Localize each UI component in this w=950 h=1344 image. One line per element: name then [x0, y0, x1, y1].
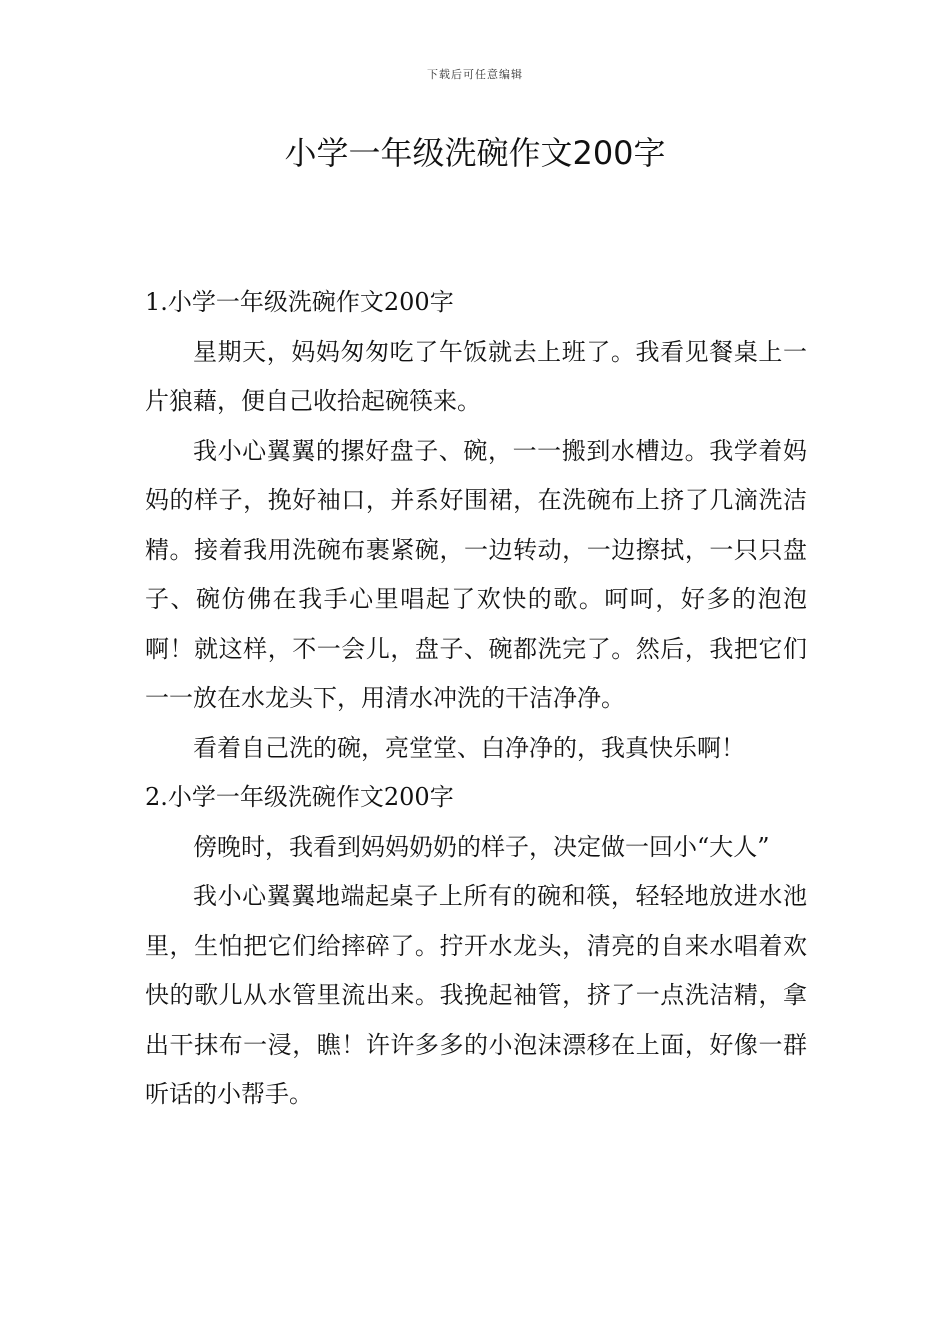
- document-title: 小学一年级洗碗作文200字: [284, 134, 666, 172]
- section-2-paragraph-1: 傍晚时，我看到妈妈奶奶的样子，决定做一回小“大人”: [193, 832, 770, 861]
- section-2-heading: 2.小学一年级洗碗作文200字: [145, 783, 454, 811]
- section-1-paragraph-3: 看着自己洗的碗，亮堂堂、白净净的，我真快乐啊！: [193, 733, 745, 762]
- section-2-paragraph-2: 我小心翼翼地端起桌子上所有的碗和筷，轻轻地放进水池里，生怕把它们给摔碎了。拧开水龙头，清亮的自来水唱着欢快的歌儿从水管里流出来。我挽起袖管，挤了一点洗洁精，拿出干抹布一浸，瞧！许许多多的小泡沫漂移在上面，好像一群听话的小帮手。: [145, 882, 807, 1108]
- document-body: [145, 278, 807, 1120]
- section-1-heading: 1.小学一年级洗碗作文200字: [145, 288, 454, 316]
- section-1-paragraph-1: 星期天，妈妈匆匆吃了午饭就去上班了。我看见餐桌上一片狼藉，便自己收拾起碗筷来。: [145, 337, 807, 415]
- section-1-paragraph-2: 我小心翼翼的摞好盘子、碗，一一搬到水槽边。我学着妈妈的样子，挽好袖口，并系好围裙，在洗碗布上挤了几滴洗洁精。接着我用洗碗布裹紧碗，一边转动，一边擦拭，一只只盘子、碗仿佛在我手心里唱起了欢快的歌。呵呵，好多的泡泡啊！就这样，不一会儿，盘子、碗都洗完了。然后，我把它们一一放在水龙头下，用清水冲洗的干洁净净。: [145, 436, 807, 712]
- header-note: 下载后可任意编辑: [427, 68, 523, 81]
